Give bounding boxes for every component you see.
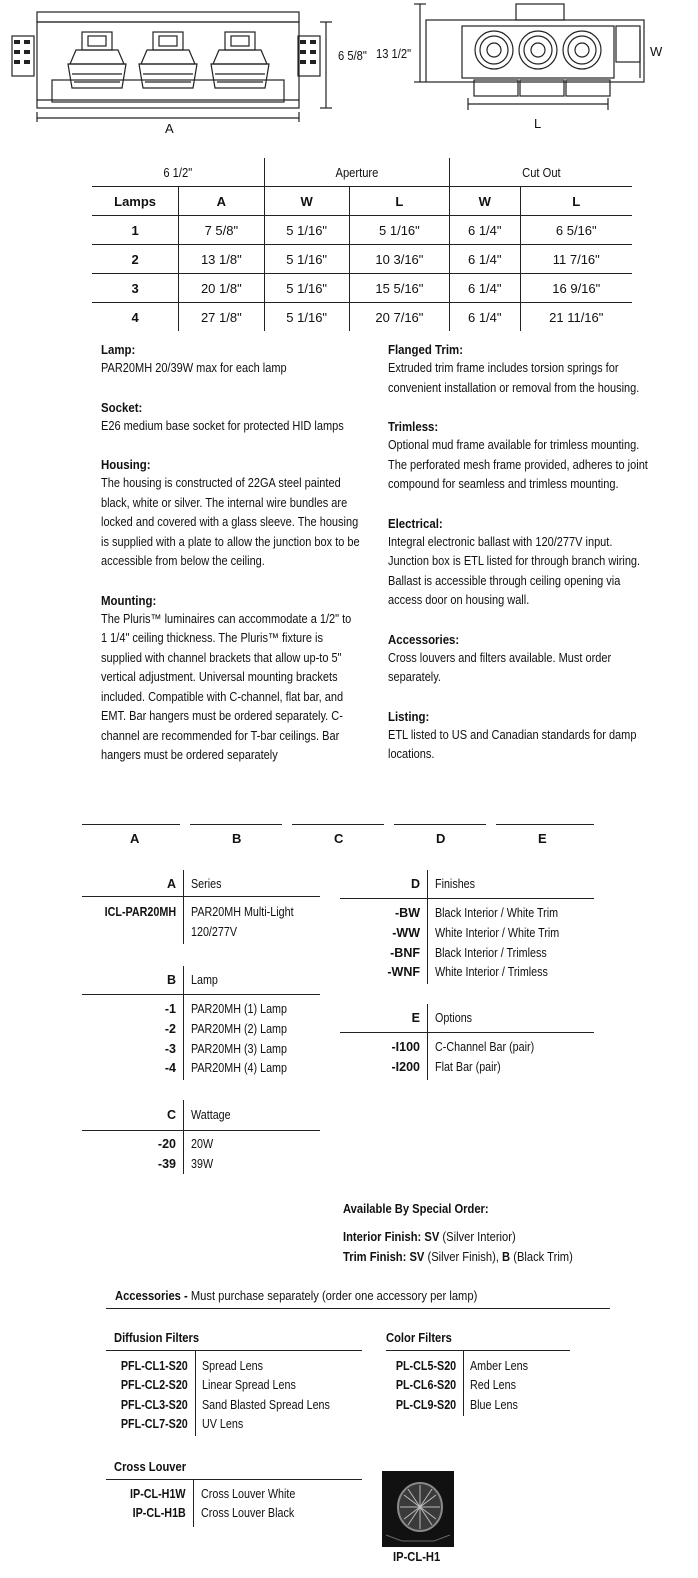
order-desc: PAR20MH (1) Lamp [191, 1002, 287, 1016]
accessory-desc: Blue Lens [470, 1398, 518, 1412]
cell: 5 1/16" [264, 216, 349, 245]
order-desc: Flat Bar (pair) [435, 1060, 501, 1074]
accessory-code: PFL-CL2-S20 [121, 1378, 188, 1392]
accessory-code: PL-CL6-S20 [395, 1378, 456, 1392]
spec-title: Housing: [101, 457, 151, 472]
specs-left-column [101, 340, 360, 785]
order-desc: 39W [191, 1157, 214, 1171]
order-desc: PAR20MH (4) Lamp [191, 1061, 287, 1075]
dim-a-label: A [165, 121, 174, 136]
dim-w-label: W [650, 44, 663, 59]
special-order-text: (Silver Finish), [424, 1249, 503, 1264]
order-code: -1 [164, 1002, 176, 1016]
order-desc: PAR20MH (3) Lamp [191, 1042, 287, 1056]
col-header: A [179, 187, 264, 216]
special-order-label: Interior Finish: SV [343, 1229, 440, 1244]
front-elevation-drawing [0, 0, 420, 140]
order-blank-d [394, 824, 486, 825]
spec-text: ETL listed to US and Canadian standards for damp locations. [388, 727, 637, 761]
diffusion-filters-title: Diffusion Filters [114, 1330, 200, 1345]
spec-text: E26 medium base socket for protected HID lamps [101, 418, 344, 433]
cell: 21 11/16" [549, 309, 604, 325]
cell: 10 3/16" [349, 245, 449, 274]
order-desc: PAR20MH (2) Lamp [191, 1022, 287, 1036]
cell: 4 [92, 303, 179, 332]
order-desc: PAR20MH Multi-Light [191, 905, 294, 919]
dim-l-label: L [534, 116, 542, 131]
table-row [92, 245, 632, 274]
accessories-subtitle: Must purchase separately (order one accessory per lamp) [187, 1288, 478, 1303]
order-b-letter: B [166, 973, 176, 987]
color-filters-title: Color Filters [386, 1330, 452, 1345]
order-code: -WNF [387, 965, 420, 979]
cell: 5 1/16" [264, 274, 349, 303]
order-letter-b: B [232, 831, 242, 846]
accessory-code: IP-CL-H1W [130, 1487, 186, 1501]
spec-title: Electrical: [388, 515, 443, 531]
order-code: -I200 [391, 1060, 420, 1074]
table-top-left: 6 1/2" [92, 158, 264, 187]
cell: 15 5/16" [349, 274, 449, 303]
order-e-title: Options [435, 1011, 473, 1025]
order-blank-c [292, 824, 384, 825]
order-blank-b [190, 824, 282, 825]
photo-caption: IP-CL-H1 [393, 1549, 441, 1564]
order-code: -4 [164, 1061, 176, 1075]
accessory-code: PL-CL9-S20 [395, 1398, 456, 1412]
spec-title: Trimless: [388, 419, 439, 434]
order-blank-a [82, 824, 180, 825]
order-blank-e [496, 824, 594, 825]
spec-title: Flanged Trim: [388, 342, 464, 357]
order-code: -I100 [391, 1040, 420, 1054]
table-row [92, 274, 632, 303]
order-d-title: Finishes [435, 877, 476, 891]
accessory-desc: Spread Lens [202, 1359, 263, 1373]
order-code: -20 [157, 1137, 176, 1151]
order-code: -BW [395, 906, 420, 920]
cell: 6 5/16" [520, 216, 632, 245]
cell: 20 7/16" [349, 303, 449, 332]
cell: 1 [92, 216, 179, 245]
special-order-line2 [343, 1249, 573, 1264]
cell: 16 9/16" [520, 274, 632, 303]
col-header: L [520, 187, 632, 216]
order-desc: White Interior / Trimless [435, 965, 548, 979]
table-row [92, 303, 632, 332]
special-order-text: (Black Trim) [510, 1249, 573, 1264]
accessory-desc: UV Lens [202, 1417, 244, 1431]
order-code: -BNF [390, 946, 420, 960]
order-code: -3 [164, 1042, 176, 1056]
order-code: -39 [157, 1157, 176, 1171]
special-order-title: Available By Special Order: [343, 1201, 489, 1216]
order-desc: 20W [191, 1137, 214, 1151]
cell: 5 1/16" [264, 303, 349, 332]
cell: 11 7/16" [520, 245, 632, 274]
group-aperture: Aperture [264, 158, 449, 187]
top-view-drawing [400, 0, 698, 140]
accessory-code: IP-CL-H1B [132, 1506, 186, 1520]
cross-louver-photo [382, 1471, 454, 1547]
accessory-code: PFL-CL3-S20 [121, 1398, 188, 1412]
spec-text: Optional mud frame available for trimless mounting. The perforated mesh frame provided, adheres to joint compound for seamless and trimless mounting. [388, 438, 648, 491]
spec-text: Extruded trim frame includes torsion springs for convenient installation or removal from the housing. [388, 361, 640, 395]
accessory-code: PFL-CL1-S20 [121, 1359, 188, 1373]
spec-text: Cross louvers and filters available. Must order separately. [388, 650, 612, 684]
order-letter-d: D [436, 831, 446, 846]
accessory-code: PL-CL5-S20 [395, 1359, 456, 1373]
cell: 5 1/16" [349, 216, 449, 245]
accessory-desc: Linear Spread Lens [202, 1378, 296, 1392]
accessory-desc: Cross Louver Black [201, 1506, 295, 1520]
dim-depth-label: 13 1/2" [376, 46, 412, 61]
spec-title: Lamp: [101, 342, 136, 357]
order-code: -WW [392, 926, 420, 940]
order-letter-c: C [334, 831, 344, 846]
order-desc: 120/277V [191, 925, 238, 939]
accessory-desc: Amber Lens [470, 1359, 528, 1373]
col-header: W [449, 187, 520, 216]
cell: 6 1/4" [449, 303, 520, 332]
cell: 13 1/8" [179, 245, 264, 274]
accessories-title: Accessories - [115, 1288, 188, 1303]
special-order-line1 [343, 1229, 516, 1244]
accessory-desc: Sand Blasted Spread Lens [202, 1398, 330, 1412]
order-letter-e: E [538, 831, 547, 846]
cell: 20 1/8" [179, 274, 264, 303]
order-c-title: Wattage [191, 1108, 231, 1122]
cell: 6 1/4" [449, 245, 520, 274]
order-a-title: Series [191, 877, 222, 891]
cross-louver-title: Cross Louver [114, 1459, 187, 1474]
order-code: ICL-PAR20MH [104, 905, 176, 919]
cell: 7 5/8" [179, 216, 264, 245]
dimension-table [92, 158, 632, 331]
cell: 27 1/8" [179, 303, 264, 332]
accessory-code: PFL-CL7-S20 [121, 1417, 188, 1431]
accessory-desc: Red Lens [470, 1378, 517, 1392]
order-desc: White Interior / White Trim [435, 926, 560, 940]
order-d-letter: D [410, 877, 420, 891]
cell: 3 [92, 274, 179, 303]
order-a-letter: A [166, 877, 176, 891]
order-code: -2 [164, 1022, 176, 1036]
col-header: W [264, 187, 349, 216]
order-b-title: Lamp [191, 973, 218, 987]
order-desc: Black Interior / Trimless [435, 946, 547, 960]
special-order-text: (Silver Interior) [439, 1229, 516, 1244]
cell: 2 [92, 245, 179, 274]
cell: 6 1/4" [449, 216, 520, 245]
table-row [92, 216, 632, 245]
special-order-label: B [502, 1249, 511, 1264]
order-letter-a: A [130, 831, 140, 846]
order-desc: C-Channel Bar (pair) [435, 1040, 535, 1054]
spec-text: PAR20MH 20/39W max for each lamp [101, 361, 287, 375]
group-cutout: Cut Out [449, 158, 632, 187]
dim-height-label: 6 5/8" [338, 48, 367, 63]
spec-title: Socket: [101, 399, 143, 415]
accessories-heading [115, 1288, 477, 1303]
spec-text: Integral electronic ballast with 120/277V input. Junction box is ETL listed for through branch wiring. Ballast is accessible through ceiling opening via access door on housing wall. [388, 534, 641, 607]
spec-title: Listing: [388, 708, 430, 724]
col-header: Lamps [92, 187, 179, 216]
order-c-letter: C [166, 1108, 176, 1122]
specs-right-column [388, 340, 648, 784]
spec-text: The Pluris™ luminaires can accommodate a 1/2" to 1 1/4" ceiling thickness. The Pluris™ fixture is supplied with channel brackets that allow up-to 5" vertical adjustment. Universal mounting brackets included. Compatible with C-channel, flat bar, and EMT. Bar hangers must be ordered separately. C-channel are recommended for T-bar ceilings. Bar hangers must be ordered separately [101, 611, 352, 762]
spec-title: Mounting: [101, 592, 157, 608]
col-header: L [349, 187, 449, 216]
special-order-label: Trim Finish: SV [343, 1249, 425, 1264]
cell: 5 1/16" [264, 245, 349, 274]
cell: 6 1/4" [449, 274, 520, 303]
spec-text: The housing is constructed of 22GA steel painted black, white or silver. The internal wire bundles are locked and covered with a glass sleeve. The housing is supplied with a plate to allow the junction box to be accessible from below the ceiling. [101, 476, 360, 568]
accessory-desc: Cross Louver White [201, 1487, 296, 1501]
order-e-letter: E [411, 1011, 420, 1025]
order-desc: Black Interior / White Trim [435, 906, 559, 920]
spec-title: Accessories: [388, 631, 460, 647]
